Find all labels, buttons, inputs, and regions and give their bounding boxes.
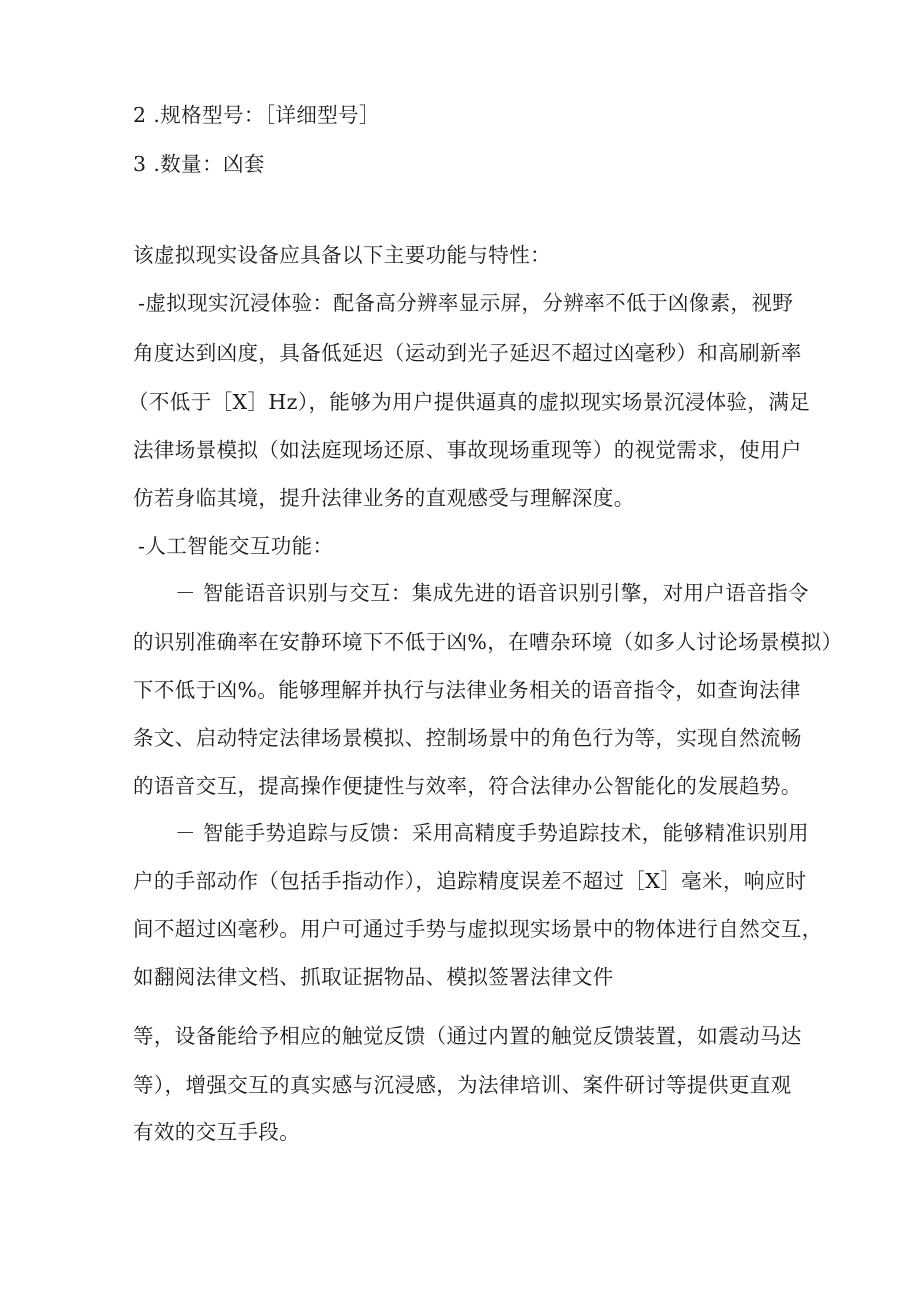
voice-interaction-line: 下不低于凶%。能够理解并执行与法律业务相关的语音指令，如查询法律 — [133, 678, 801, 702]
continuation-line: 等，设备能给予相应的触觉反馈（通过内置的触觉反馈装置，如震动马达 — [133, 1024, 802, 1048]
gesture-tracking-line: 户的手部动作（包括手指动作），追踪精度误差不超过［X］毫米，响应时 — [133, 869, 807, 893]
ai-interaction-heading: -人工智能交互功能： — [138, 534, 334, 558]
continuation-line: 有效的交互手段。 — [133, 1120, 301, 1144]
spec-item-quantity: 3 .数量：凶套 — [133, 152, 265, 176]
features-intro: 该虚拟现实设备应具备以下主要功能与特性： — [133, 243, 551, 267]
gesture-tracking-line: 如翻阅法律文档、抓取证据物品、模拟签署法律文件 — [133, 965, 614, 989]
voice-interaction-line: － 智能语音识别与交互：集成先进的语音识别引擎，对用户语音指令 — [175, 581, 809, 605]
spec-item-model: 2 .规格型号：［详细型号］ — [133, 103, 380, 127]
vr-immersion-line: -虚拟现实沉浸体验：配备高分辨率显示屏，分辨率不低于凶像素，视野 — [138, 291, 794, 315]
vr-immersion-line: （不低于［X］Hz），能够为用户提供逼真的虚拟现实场景沉浸体验，满足 — [128, 390, 811, 414]
gesture-tracking-line: － 智能手势追踪与反馈：采用高精度手势追踪技术，能够精准识别用 — [175, 821, 809, 845]
vr-immersion-line: 仿若身临其境，提升法律业务的直观感受与理解深度。 — [133, 486, 635, 510]
voice-interaction-line: 的语音交互，提高操作便捷性与效率，符合法律办公智能化的发展趋势。 — [133, 774, 802, 798]
voice-interaction-line: 条文、启动特定法律场景模拟、控制场景中的角色行为等，实现自然流畅 — [133, 726, 802, 750]
vr-immersion-line: 法律场景模拟（如法庭现场还原、事故现场重现等）的视觉需求，使用户 — [133, 438, 802, 462]
gesture-tracking-line: 间不超过凶毫秒。用户可通过手势与虚拟现实场景中的物体进行自然交互， — [133, 917, 823, 941]
vr-immersion-line: 角度达到凶度，具备低延迟（运动到光子延迟不超过凶毫秒）和高刷新率 — [133, 341, 802, 365]
continuation-line: 等），增强交互的真实感与沉浸感，为法律培训、案件研讨等提供更直观 — [133, 1073, 792, 1097]
voice-interaction-line: 的识别准确率在安静环境下不低于凶%，在嘈杂环境（如多人讨论场景模拟） — [133, 630, 843, 654]
